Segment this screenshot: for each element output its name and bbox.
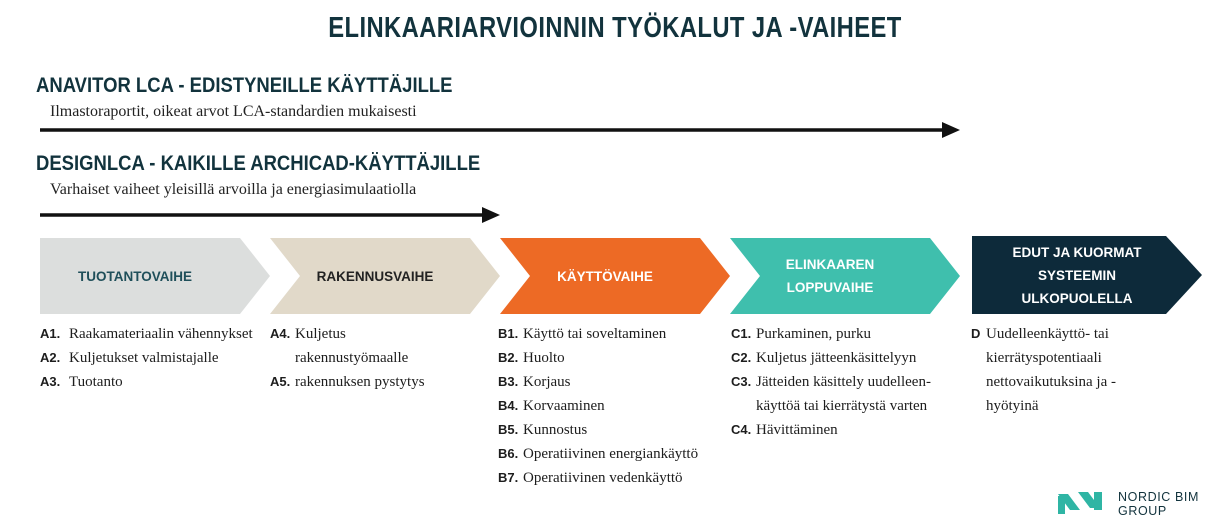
module-item — [498, 418, 738, 442]
module-list-construction — [270, 322, 470, 394]
module-item — [731, 370, 967, 418]
module-text: Käyttö tai soveltaminen — [523, 326, 667, 342]
module-item — [731, 322, 967, 346]
module-code: C2. — [731, 350, 752, 365]
logo-text — [1118, 490, 1199, 518]
module-code: C4. — [731, 422, 752, 437]
logo-text-line1: NORDIC BIM — [1118, 490, 1199, 504]
module-code: A5. — [270, 374, 291, 389]
anavitor-scope-arrow — [40, 122, 960, 138]
tool-heading-designlca: DESIGNLCA - KAIKILLE ARCHICAD-KÄYTTÄJILLE — [36, 152, 481, 175]
module-text: Tuotanto — [69, 374, 123, 390]
nordic-bim-logo-icon — [1056, 488, 1112, 518]
page-title: ELINKAARIARVIOINNIN TYÖKALUT JA -VAIHEET — [328, 12, 902, 44]
stage-label-end-of-life-line2: LOPPUVAIHE — [786, 280, 874, 295]
module-code: A4. — [270, 326, 291, 341]
stage-label-production: TUOTANTOVAIHE — [78, 268, 192, 284]
module-item — [498, 322, 738, 346]
tool-subtitle-designlca: Varhaiset vaiheet yleisillä arvoilla ja energiasimulaatiolla — [50, 181, 417, 198]
module-text: Operatiivinen vedenkäyttö — [523, 470, 683, 486]
company-logo — [1056, 484, 1226, 520]
module-text: Huolto — [523, 350, 565, 366]
module-code: B6. — [498, 446, 519, 461]
stage-label-use: KÄYTTÖVAIHE — [557, 268, 653, 284]
module-text: Kunnostus — [523, 422, 588, 438]
module-item — [40, 346, 260, 370]
module-list-production — [40, 322, 260, 394]
module-text: Hävittäminen — [756, 422, 838, 438]
module-item — [498, 466, 738, 490]
module-code: B4. — [498, 398, 519, 413]
module-code: D — [971, 326, 981, 341]
module-item — [270, 370, 470, 394]
module-text: Kuljetus rakennustyömaalle — [295, 326, 409, 366]
module-text: Kuljetukset valmistajalle — [69, 350, 219, 366]
module-code: A3. — [40, 374, 61, 389]
tool-heading-anavitor: ANAVITOR LCA - EDISTYNEILLE KÄYTTÄJILLE — [36, 74, 453, 97]
module-item — [498, 442, 738, 466]
module-code: B2. — [498, 350, 519, 365]
stage-label-construction: RAKENNUSVAIHE — [316, 268, 434, 284]
module-text: Jätteiden käsittely uudelleen-käyttöä tai kierrätystä varten — [756, 374, 931, 414]
logo-text-line2: GROUP — [1118, 504, 1167, 518]
module-list-beyond — [971, 322, 1161, 418]
module-code: B5. — [498, 422, 519, 437]
module-text: Operatiivinen energiankäyttö — [523, 446, 699, 462]
module-code: B7. — [498, 470, 519, 485]
tool-subtitle-anavitor: Ilmastoraportit, oikeat arvot LCA-standardien mukaisesti — [50, 103, 417, 120]
module-list-end-of-life — [731, 322, 967, 442]
module-text: Raakamateriaalin vähennykset — [69, 326, 253, 342]
module-list-use — [498, 322, 738, 490]
module-code: A2. — [40, 350, 61, 365]
module-item — [40, 370, 260, 394]
module-text: Kuljetus jätteenkäsittelyyn — [756, 350, 917, 366]
stage-label-end-of-life — [760, 238, 900, 314]
module-item — [971, 322, 1161, 418]
module-text: Korjaus — [523, 374, 571, 390]
module-code: C1. — [731, 326, 752, 341]
module-text: rakennuksen pystytys — [295, 374, 425, 390]
module-item — [40, 322, 260, 346]
module-item — [498, 370, 738, 394]
module-item — [270, 322, 470, 370]
stage-label-beyond-line2: SYSTEEMIN ULKOPUOLELLA — [1021, 267, 1133, 306]
module-code: B3. — [498, 374, 519, 389]
module-item — [498, 394, 738, 418]
module-code: A1. — [40, 326, 61, 341]
stage-label-beyond-line1: EDUT JA KUORMAT — [1012, 244, 1142, 260]
module-text: Uudelleenkäyttö- tai kierrätyspotentiaali nettovaikutuksina ja -hyötyinä — [986, 326, 1116, 414]
module-code: C3. — [731, 374, 752, 389]
module-text: Purkaminen, purku — [756, 326, 871, 342]
module-text: Korvaaminen — [523, 398, 605, 414]
module-code: B1. — [498, 326, 519, 341]
module-item — [498, 346, 738, 370]
module-item — [731, 418, 967, 442]
stage-label-beyond — [982, 236, 1172, 314]
module-item — [731, 346, 967, 370]
stage-label-end-of-life-line1: ELINKAAREN — [785, 257, 875, 272]
designlca-scope-arrow — [40, 207, 500, 223]
